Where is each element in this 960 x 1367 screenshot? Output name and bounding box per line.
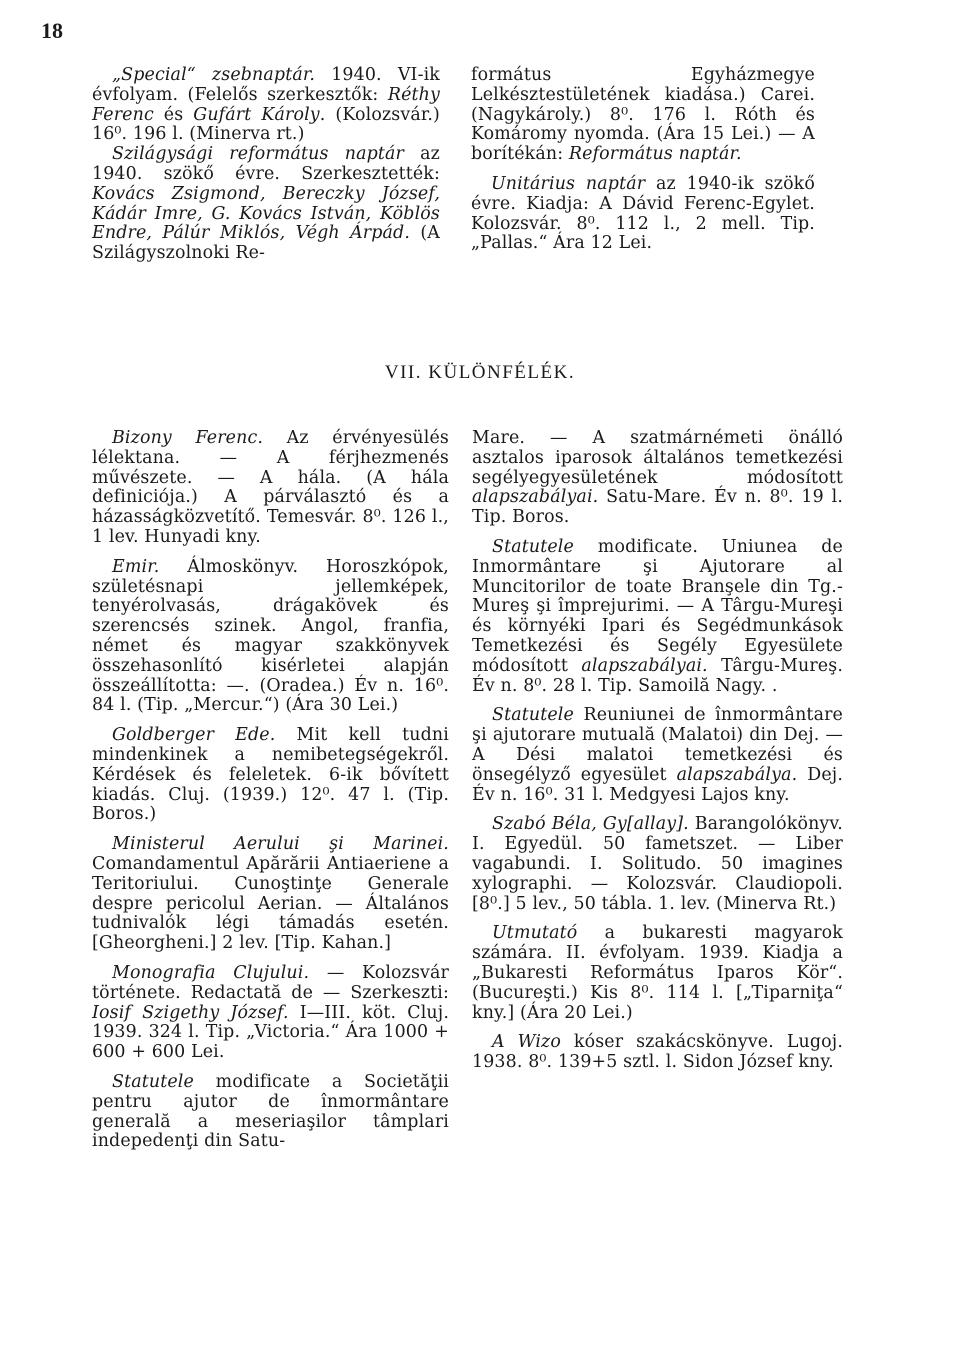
entry-editor: Iosif Szigethy József.: [92, 1002, 289, 1023]
entry-text: és: [153, 104, 194, 125]
entry-szilagysagi-naptar-continued: [471, 66, 815, 165]
entry-text: az 1940-ik szökő évre. Kiadja: A Dávid Ferenc-Egylet. Kolozsvár. 8⁰. 112 l., 2 mell. Tip. „Pallas.“ Ára 12 Lei.: [471, 173, 815, 254]
entry-title: A Wizo: [492, 1032, 561, 1053]
entry-ministerul: [92, 835, 449, 954]
entry-text: Mare. — A szatmárnémeti önálló asztalos iparosok általános temetkezési segélyegyesületének módosított: [472, 428, 843, 488]
entry-title: Szilágysági református naptár: [112, 144, 405, 165]
section-heading: VII. KÜLÖNFÉLÉK.: [384, 362, 576, 383]
top-left-column: [92, 66, 440, 264]
entry-alapszabaly: alapszabálya.: [676, 764, 798, 785]
entry-text: — Kolozsvár története. Redactată de — Szerkeszti:: [92, 962, 449, 1003]
entry-wizo: [472, 1033, 843, 1073]
entry-alapszabaly: alapszabályai.: [472, 487, 599, 508]
entry-szabo-bela: [472, 815, 843, 914]
entry-title: Utmutató: [492, 923, 578, 944]
entry-text: formátus Egyházmegye Lelkésztestületének kiadása.) Carei. (Nagykároly.) 8⁰. 176 l. Róth és Komáromy nyomda. (Ára 15 Lei.) — A borítékán:: [471, 65, 815, 165]
entry-text: 1940. VI-ik évfolyam. (Felelős szerkesztők:: [92, 65, 440, 105]
entry-text: Az érvényesülés lélektana. — A férjhezmenés művészete. — A hála. (A hála definiciója.) A párválasztó és a házasságközvetítő. Temesvár. 8⁰. 126 l., 1 lev. Hunyadi kny.: [92, 428, 449, 547]
entry-text: a bukaresti magyarok számára. II. évfolyam. 1939. Kiadja a „Bukaresti Református Iparos Kör“. (Bucureşti.) Kis 8⁰. 114 l. [„Tiparniţa“ kny.] (Ára 20 Lei.): [472, 923, 843, 1023]
entry-names: Gufárt Károly: [193, 104, 320, 125]
entry-text: az 1940. szökő évre. Szerkesztették:: [92, 144, 440, 184]
entry-text: . (Kolozsvár.) 16⁰. 196 l. (Minerva rt.): [92, 104, 440, 145]
entry-text: Târgu-Mureş. Év n. 8⁰. 28 l. Tip. Samoilă Nagy. .: [472, 655, 843, 696]
lower-right-column: [472, 429, 843, 1073]
entry-cover-title: Református naptár.: [568, 144, 742, 165]
entry-title: Unitárius naptár: [491, 173, 646, 194]
entry-names: Kovács Zsigmond, Bereczky József, Kádár Imre, G. Kovács István, Köblös Endre, Pálúr Miklós, Végh Árpád.: [92, 183, 440, 244]
entry-author: Szabó Béla, Gy[allay].: [492, 814, 689, 835]
entry-statutele-dej: [472, 706, 843, 805]
entry-text: Mit kell tudni mindenkinek a nemibetegségekről. Kérdések és feleletek. 6-ik bővített kiadás. Cluj. (1939.) 12⁰. 47 l. (Tip. Boros.): [92, 725, 449, 825]
entry-statutele-tamplari-continued: [472, 429, 843, 528]
entry-text: Dej. Év n. 16⁰. 31 l. Medgyesi Lajos kny.: [472, 764, 843, 805]
entry-title: Ministerul Aerului şi Marinei.: [112, 834, 449, 855]
entry-title: Statutele: [492, 705, 574, 726]
entry-special-zsebnaptar: [92, 66, 440, 145]
entry-title: Statutele: [492, 536, 574, 557]
page-number: 18: [41, 18, 63, 43]
entry-bizony: [92, 429, 449, 548]
entry-goldberger: [92, 726, 449, 825]
entry-alapszabaly: alapszabályai.: [581, 655, 708, 676]
top-right-column: [471, 66, 815, 254]
entry-text: Comandamentul Apărării Antiaeriene a Teritoriului. Cunoştinţe Generale despre pericolul Aerian. — Általános tudnivalók légi támadás esetén. [Gheorgheni.] 2 lev. [Tip. Kahan.]: [92, 853, 449, 954]
entry-title: Monografia Clujului.: [112, 962, 310, 983]
entry-author: Bizony Ferenc.: [112, 428, 264, 448]
entry-title: Statutele: [112, 1071, 194, 1092]
entry-szilagysagi-naptar: [92, 145, 440, 264]
entry-unitarius-naptar: [471, 175, 815, 254]
entry-text: Satu-Mare. Év n. 8⁰. 19 l. Tip. Boros.: [472, 487, 843, 528]
entry-text: (A Szilágyszolnoki Re-: [92, 223, 440, 264]
entry-statutele-tamplari: [92, 1073, 449, 1152]
entry-text: Álmoskönyv. Horoszkópok, születésnapi jellemképek, tenyérolvasás, drágakövek és szerencsés szinek. Angol, franfia, német és magyar szakkönyvek összehasonlító kisérletei alapján összeállította: —. (Oradea.) Év n. 16⁰. 84 l. (Tip. „Mercur.“) (Ára 30 Lei.): [92, 556, 449, 716]
entry-text: Reuniunei de înmormântare şi ajutorare mutuală (Malatoi) din Dej. — A Dési malatoi temetkezési és önsegélyző egyesület: [472, 705, 843, 785]
entry-statutele-muncitorilor: [472, 538, 843, 696]
entry-names: Réthy Ferenc: [92, 84, 440, 125]
entry-author: Emir.: [112, 556, 160, 577]
entry-title: „Special“ zsebnaptár.: [112, 65, 316, 85]
entry-text: Barangolókönyv. I. Egyedül. 50 fametszet. — Liber vagabundi. I. Solitudo. 50 imagines xylographi. — Kolozsvár. Claudiopoli. [8⁰.] 5 lev., 50 tábla. 1. lev. (Minerva Rt.): [472, 814, 843, 914]
entry-monografia: [92, 964, 449, 1063]
entry-author: Goldberger Ede.: [112, 725, 276, 746]
entry-text: I—III. köt. Cluj. 1939. 324 l. Tip. „Victoria.“ Ára 1000 + 600 + 600 Lei.: [92, 1002, 449, 1063]
entry-utmutato: [472, 924, 843, 1023]
entry-text: kóser szakácskönyve. Lugoj. 1938. 8⁰. 139+5 sztl. l. Sidon József kny.: [472, 1032, 843, 1073]
entry-emir: [92, 558, 449, 716]
entry-text: modificate a Societăţii pentru ajutor de înmormântare generală a meseriaşilor tâmplari indepedenţi din Satu-: [92, 1071, 449, 1152]
lower-left-column: [92, 429, 449, 1152]
entry-text: modificate. Uniunea de Inmormântare şi Ajutorare al Muncitorilor de toate Branşele din Tg.-Mureş şi împrejurimi. — A Târgu-Mureşi és környéki Ipari és Segédmunkások Temetkezési és Segély Egyesülete módosított: [472, 536, 843, 676]
